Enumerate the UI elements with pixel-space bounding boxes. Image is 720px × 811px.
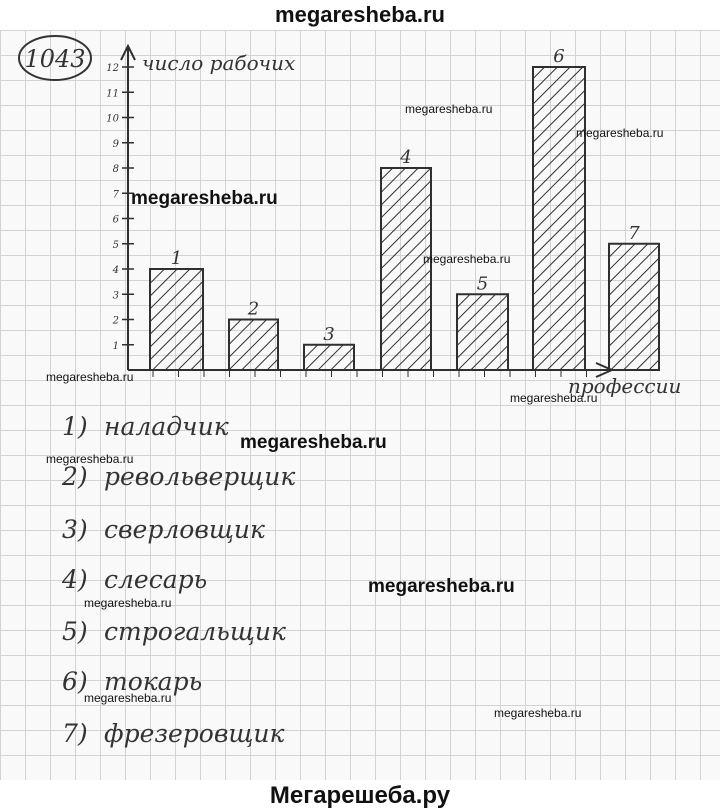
legend-item: 6) токарь (62, 667, 203, 696)
watermark: megaresheba.ru (84, 691, 172, 705)
y-tick-label: 7 (112, 189, 119, 201)
legend-item: 2) револьверщик (62, 462, 296, 491)
watermark: megaresheba.ru (423, 252, 511, 266)
bar-category-label: 1 (170, 248, 183, 269)
watermark: megaresheba.ru (240, 432, 387, 453)
legend-item: 4) слесарь (62, 565, 208, 594)
y-tick-label: 1 (112, 340, 119, 352)
watermark: megaresheba.ru (46, 370, 134, 384)
legend-item: 3) сверловщик (62, 515, 265, 544)
bar (381, 168, 431, 370)
watermark: megaresheba.ru (368, 576, 515, 597)
y-tick-label: 8 (112, 164, 119, 175)
bar (229, 320, 278, 371)
y-tick-label: 10 (106, 113, 119, 125)
problem-number-badge (19, 36, 91, 80)
bar-category-label: 5 (476, 273, 489, 295)
legend-item: 5) строгальщик (62, 617, 286, 646)
watermark: megaresheba.ru (576, 126, 664, 140)
legend-item: 7) фрезеровщик (62, 719, 285, 748)
bar-category-label: 4 (400, 147, 412, 168)
watermark: megaresheba.ru (494, 706, 582, 720)
y-tick-label: 3 (112, 290, 119, 302)
problem-number: 1043 (24, 45, 86, 73)
y-tick-label: 4 (112, 265, 119, 276)
bar (304, 345, 354, 370)
bar (533, 67, 585, 370)
y-tick-label: 12 (106, 63, 119, 74)
bar (150, 269, 203, 370)
bar (609, 244, 659, 370)
y-tick-label: 2 (112, 315, 119, 327)
watermark: megaresheba.ru (131, 188, 278, 209)
watermark: megaresheba.ru (510, 391, 598, 405)
site-header: megaresheba.ru (0, 0, 720, 30)
y-tick-label: 9 (112, 138, 119, 150)
y-axis-title: число рабочих (142, 51, 296, 75)
watermark: megaresheba.ru (46, 452, 134, 466)
watermark: megaresheba.ru (84, 596, 172, 610)
bar-category-label: 7 (628, 222, 640, 244)
watermark: megaresheba.ru (405, 102, 493, 116)
y-tick-label: 5 (112, 239, 119, 251)
bar-category-label: 6 (553, 46, 565, 67)
legend-item: 1) наладчик (62, 412, 229, 441)
bar (457, 294, 508, 370)
bar-category-label: 2 (247, 298, 260, 320)
y-tick-label: 6 (112, 214, 119, 226)
x-axis-title: профессии (568, 374, 682, 398)
site-footer: Мегарешеба.ру (0, 780, 720, 811)
y-tick-label: 11 (106, 88, 119, 100)
bar-category-label: 3 (323, 323, 335, 345)
